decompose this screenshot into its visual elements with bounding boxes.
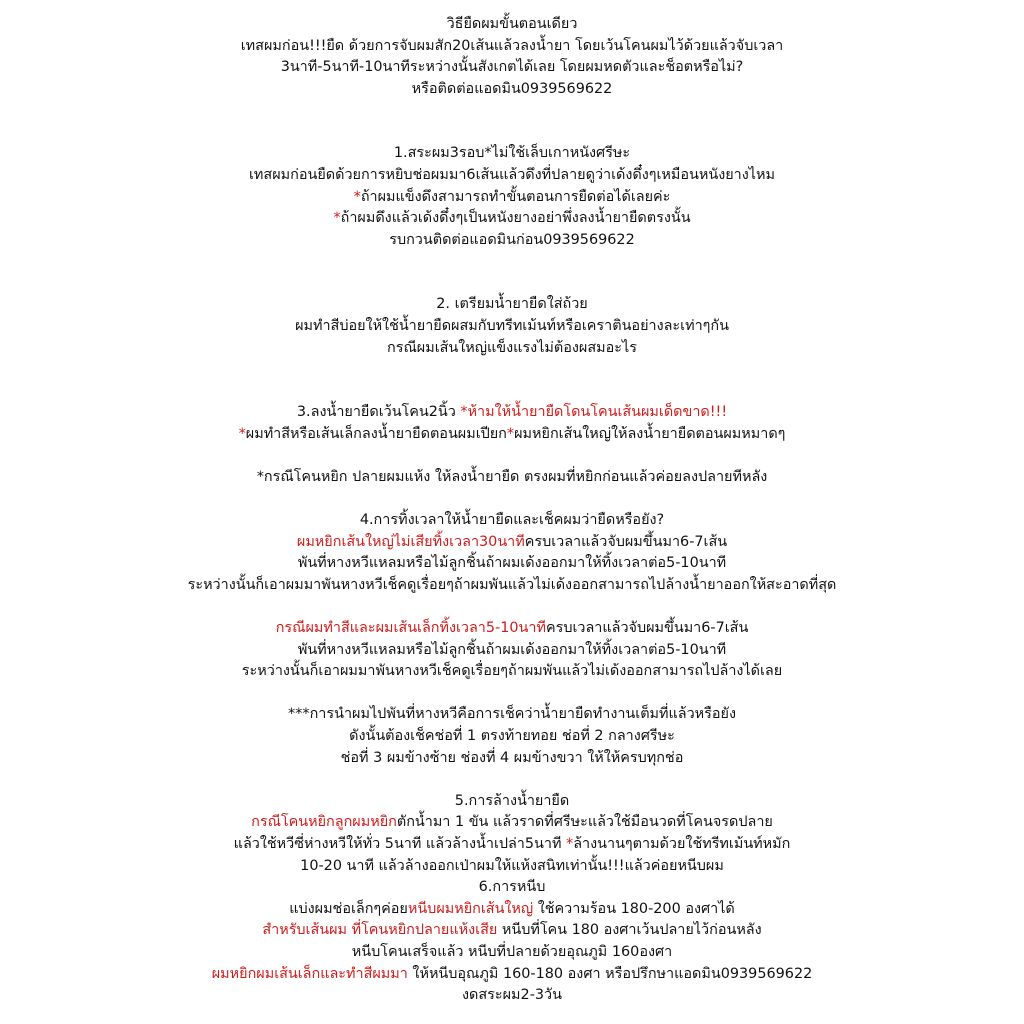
step6-footer: งดสระผม2-3วัน (462, 987, 562, 1004)
spacer (0, 445, 1024, 467)
step3-title-text: 3.ลงน้ำยายืดเว้นโคน2นิ้ว (296, 404, 461, 421)
step6-line (0, 920, 1024, 942)
step4-line (0, 532, 1024, 554)
step3-warning: *ห้ามให้น้ำยายืดโดนโคนเส้นผมเด็ดขาด!!! (460, 404, 728, 421)
step5-line (0, 834, 1024, 856)
step2-title: 2. เตรียมน้ำยายืดใส่ถ้วย (436, 296, 588, 313)
step5-text: แล้วใช้หวีซี่ห่างหวีให้ทั่ว 5นาที แล้วล้างน้ำเปล่า5นาที (233, 836, 567, 852)
step2-line: ผมทำสีบ่อยให้ใช้น้ำยายืดผสมกับทรีทเม้นท์หรือเคราตินอย่างละเท่าๆกัน (295, 317, 729, 334)
step5-highlight: กรณีโคนหยิกลูกผมหยิก (251, 814, 397, 831)
spacer (0, 359, 1024, 402)
step4-line: พันที่หางหวีแหลมหรือไม้ลูกชิ้นถ้าผมเด้งออกมาให้ทิ้งเวลาต่อ5-10นาที (297, 641, 727, 658)
step1-text: ถ้าผมดึงแล้วเด้งดึ๋งๆเป็นหนังยางอย่าพึ่งลงน้ำยายืดตรงนั้น (340, 210, 691, 227)
step4-text: ครบเวลาแล้วจับผมขึ้นมา6-7เส้น (545, 620, 749, 637)
step4-line (0, 618, 1024, 640)
intro-line: เทสผมก่อน!!!ยืด ด้วยการจับผมสัก20เส้นแล้วลงน้ำยา โดยเว้นโคนผมไว้ด้วยแล้วจับเวลา (240, 37, 784, 54)
step4-line: ระหว่างนั้นก็เอาผมมาพันหางหวีเช็คดูเรื่อยๆถ้าผมพันแล้วไม่เด้งออกสามารถไปล้างน้ำยาออกให้สะอาดที่สุด (187, 576, 837, 593)
instruction-document (0, 14, 1024, 1007)
step4-note: ช่อที่ 3 ผมข้างซ้าย ช่องที่ 4 ผมข้างขวา ให้ให้ครบทุกช่อ (340, 749, 684, 766)
step1-title: 1.สระผม3รอบ*ไม่ใช้เล็บเกาหนังศรีษะ (393, 145, 631, 162)
step2-line: กรณีผมเส้นใหญ่แข็งแรงไม่ต้องผสมอะไร (387, 339, 637, 356)
intro-contact: หรือติดต่อแอดมิน0939569622 (411, 80, 613, 97)
step4-text: ครบเวลาแล้วจับผมขึ้นมา6-7เส้น (524, 533, 728, 550)
step4-note: ***การนำผมไปพันที่หางหวีคือการเช็คว่าน้ำยายืดทำงานเต็มที่แล้วหรือยัง (288, 706, 736, 723)
spacer (0, 596, 1024, 618)
document-title: วิธียืดผมขั้นตอนเดียว (446, 16, 578, 32)
step4-line: ระหว่างนั้นก็เอาผมมาพันหางหวีเช็คดูเรื่อยๆถ้าผมพันแล้วไม่เด้งออกสามารถไปล้างได้เลย (241, 663, 783, 680)
asterisk-mark: * (333, 210, 341, 227)
step4-title: 4.การทิ้งเวลาให้น้ำยายืดและเช็คผมว่ายืดหรือยัง? (359, 512, 665, 529)
asterisk-mark: * (238, 425, 246, 442)
step1-contact: รบกวนติดต่อแอดมินก่อน0939569622 (389, 231, 635, 248)
step4-line: พันที่หางหวีแหลมหรือไม้ลูกชิ้นถ้าผมเด้งออกมาให้ทิ้งเวลาต่อ5-10นาที (297, 555, 727, 572)
spacer (0, 489, 1024, 511)
step6-highlight: หนีบผมหยิกเส้นใหญ่ (407, 900, 534, 917)
step4-highlight: ผมหยิกเส้นใหญ่ไม่เสียทิ้งเวลา30นาที (296, 533, 525, 550)
step1-line (0, 208, 1024, 230)
step6-text: ใช้ความร้อน 180-200 องศาได้ (533, 900, 735, 917)
step6-highlight: สำหรับเส้นผม ที่โคนหยิกปลายแห้งเสีย (262, 922, 498, 939)
step5-text: ล้างนานๆตามด้วยใช้ทรีทเม้นท์หมัก (573, 836, 791, 852)
asterisk-mark: * (506, 425, 515, 442)
step3-text: ผมหยิกเส้นใหญ่ให้ลงน้ำยายืดตอนผมหมาดๆ (514, 425, 786, 442)
step5-line (0, 812, 1024, 834)
step6-text: แบ่งผมช่อเล็กๆค่อย (289, 900, 408, 917)
spacer (0, 100, 1024, 143)
spacer (0, 683, 1024, 705)
step5-line: 10-20 นาที แล้วล้างออกเป่าผมให้แห้งสนิทเท่านั้น!!!แล้วค่อยหนีบผม (300, 857, 724, 874)
step6-highlight: ผมหยิกผมเส้นเล็กและทำสีผมมา (211, 965, 408, 982)
step3-line (0, 424, 1024, 446)
spacer (0, 251, 1024, 294)
step5-title: 5.การล้างน้ำยายืด (454, 792, 570, 809)
step3-text: ผมทำสีหรือเส้นเล็กลงน้ำยายืดตอนผมเปียก (245, 425, 507, 442)
step1-text: ถ้าผมแข็งดึงสามารถทำขั้นตอนการยืดต่อได้เลยค่ะ (360, 188, 671, 205)
step5-text: ตักน้ำมา 1 ขัน แล้วราดที่ศรีษะแล้วใช้มือนวดที่โคนจรดปลาย (396, 814, 773, 831)
step6-line: หนีบโคนเสร็จแล้ว หนีบที่ปลายด้วยอุณภูมิ 160องศา (351, 943, 673, 960)
step3-title (0, 402, 1024, 424)
intro-line: 3นาที-5นาที-10นาทีระหว่างนั้นสังเกตได้เลย โดยผมหดตัวและช็อตหรือไม่? (280, 59, 744, 76)
step6-text: หนีบที่โคน 180 องศาเว้นปลายไว้ก่อนหลัง (497, 922, 762, 939)
step3-note: *กรณีโคนหยิก ปลายผมแห้ง ให้ลงน้ำยายืด ตรงผมที่หยิกก่อนแล้วค่อยลงปลายทีหลัง (256, 468, 768, 485)
step4-note: ดังนั้นต้องเช็คช่อที่ 1 ตรงท้ายทอย ช่อที่ 2 กลางศรีษะ (349, 728, 675, 745)
step4-highlight: กรณีผมทำสีและผมเส้นเล็กทิ้งเวลา5-10นาที (275, 620, 546, 637)
step6-line (0, 964, 1024, 986)
spacer (0, 769, 1024, 791)
asterisk-mark: * (566, 836, 574, 852)
step1-line (0, 187, 1024, 209)
step1-line: เทสผมก่อนยืดด้วยการหยิบช่อผมมา6เส้นแล้วดึงที่ปลายดูว่าเด้งดึ๋งๆเหมือนหนังยางไหม (249, 166, 775, 183)
step6-line (0, 899, 1024, 921)
asterisk-mark: * (353, 188, 361, 205)
step6-text: ให้หนีบอุณภูมิ 160-180 องศา หรือปรึกษาแอดมิน0939569622 (407, 965, 813, 982)
step6-title: 6.การหนีบ (478, 879, 546, 896)
